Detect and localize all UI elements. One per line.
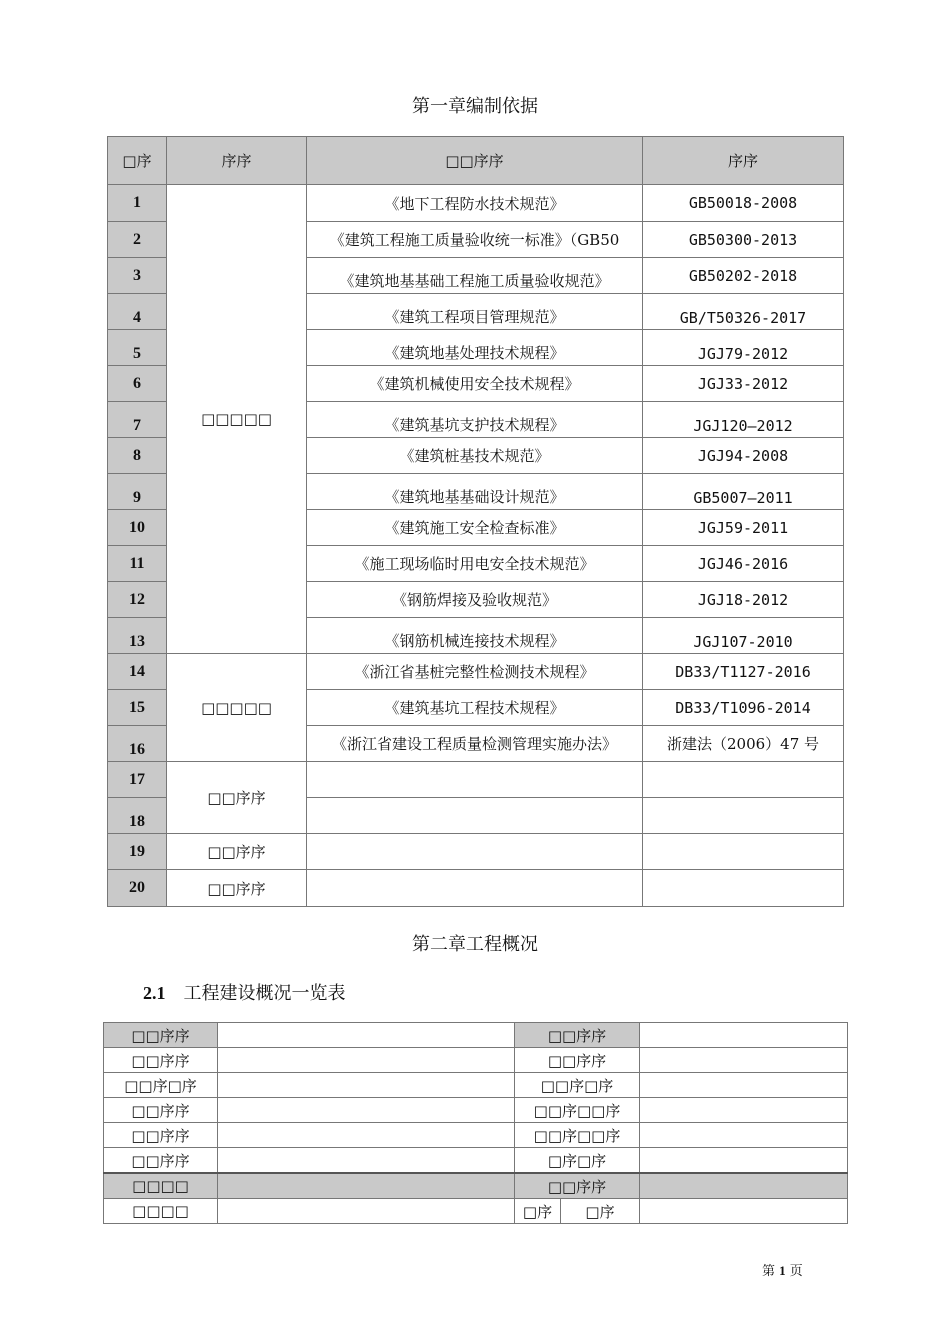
standard-code: JGJ79-2012: [643, 330, 844, 366]
standard-code: [643, 834, 844, 870]
section-heading: [143, 979, 346, 1005]
standard-name: [307, 870, 643, 907]
field-value: [640, 1173, 848, 1199]
table-header-row: [108, 137, 844, 185]
standard-name: [307, 834, 643, 870]
field-value: [640, 1199, 848, 1224]
field-label: □□序□序: [104, 1073, 218, 1098]
row-number: 15: [108, 690, 167, 726]
standard-name: 《钢筋焊接及验收规范》: [307, 582, 643, 618]
standard-code: JGJ107-2010: [643, 618, 844, 654]
field-value: [218, 1173, 515, 1199]
page-number: 1: [779, 1263, 786, 1278]
table-row: [108, 870, 844, 907]
field-label: □序□序: [515, 1148, 640, 1174]
field-value: [640, 1098, 848, 1123]
row-number: 18: [108, 798, 167, 834]
row-number: 19: [108, 834, 167, 870]
standard-name: 《钢筋机械连接技术规程》: [307, 618, 643, 654]
row-number: 12: [108, 582, 167, 618]
table-row: [108, 185, 844, 222]
row-number: 10: [108, 510, 167, 546]
standard-code: DB33/T1127-2016: [643, 654, 844, 690]
standard-name: 《浙江省基桩完整性检测技术规程》: [307, 654, 643, 690]
standard-code: 浙建法（2006）47 号: [643, 726, 844, 762]
field-label: □□序□序: [515, 1073, 640, 1098]
group-label: □□序序: [167, 870, 307, 907]
row-number: 4: [108, 294, 167, 330]
row-number: 2: [108, 222, 167, 258]
standard-code: JGJ46-2016: [643, 546, 844, 582]
table-row: [104, 1199, 848, 1224]
section-title: 工程建设概况一览表: [183, 983, 346, 1004]
standard-code: [643, 762, 844, 798]
section-number: 2.1: [143, 983, 166, 1003]
chapter-2-title: 第二章工程概况: [412, 934, 538, 955]
standard-code: GB50018-2008: [643, 185, 844, 222]
field-label: □□序□□序: [515, 1098, 640, 1123]
header-category: 序序: [167, 137, 307, 185]
header-name: □□序序: [307, 137, 643, 185]
standard-code: JGJ18-2012: [643, 582, 844, 618]
field-label: □序: [561, 1199, 640, 1224]
field-label: □□序序: [104, 1048, 218, 1073]
field-label: □□序序: [515, 1173, 640, 1199]
overview-table: [103, 1022, 848, 1224]
standard-code: GB50202-2018: [643, 258, 844, 294]
table-row: [108, 654, 844, 690]
standard-name: 《建筑机械使用安全技术规程》: [307, 366, 643, 402]
row-number: 3: [108, 258, 167, 294]
group-label: □□序序: [167, 762, 307, 834]
table-row: [108, 762, 844, 798]
standard-code: JGJ59-2011: [643, 510, 844, 546]
standard-name: [307, 762, 643, 798]
field-value: [640, 1023, 848, 1048]
field-label: □□□□: [104, 1199, 218, 1224]
standard-name: 《建筑桩基技术规范》: [307, 438, 643, 474]
standard-name: 《建筑基坑工程技术规程》: [307, 690, 643, 726]
row-number: 13: [108, 618, 167, 654]
basis-table: [107, 136, 844, 907]
table-row: [104, 1123, 848, 1148]
field-label: □□序序: [104, 1098, 218, 1123]
table-row: [104, 1098, 848, 1123]
group-label: □□□□□: [167, 185, 307, 654]
standard-name: 《浙江省建设工程质量检测管理实施办法》: [307, 726, 643, 762]
field-value: [218, 1199, 515, 1224]
footer-prefix: 第: [762, 1264, 776, 1279]
table-row: [104, 1048, 848, 1073]
row-number: 5: [108, 330, 167, 366]
field-label: □□序□□序: [515, 1123, 640, 1148]
standard-code: [643, 798, 844, 834]
row-number: 14: [108, 654, 167, 690]
standard-name: [307, 798, 643, 834]
field-value: [218, 1098, 515, 1123]
chapter-1-title: 第一章编制依据: [412, 96, 538, 117]
row-number: 8: [108, 438, 167, 474]
standard-code: GB50300-2013: [643, 222, 844, 258]
table-row: [104, 1073, 848, 1098]
standard-code: [643, 870, 844, 907]
header-no: □序: [108, 137, 167, 185]
page-footer: [762, 1260, 803, 1279]
standard-code: JGJ94-2008: [643, 438, 844, 474]
standard-name: 《建筑基坑支护技术规程》: [307, 402, 643, 438]
standard-name: 《地下工程防水技术规范》: [307, 185, 643, 222]
row-number: 7: [108, 402, 167, 438]
table-row: [104, 1173, 848, 1199]
field-label: □□序序: [515, 1048, 640, 1073]
field-label: □□序序: [104, 1023, 218, 1048]
field-value: [640, 1048, 848, 1073]
row-number: 17: [108, 762, 167, 798]
field-value: [218, 1048, 515, 1073]
standard-name: 《建筑施工安全检查标准》: [307, 510, 643, 546]
standard-code: JGJ33-2012: [643, 366, 844, 402]
footer-suffix: 页: [789, 1264, 803, 1279]
field-value: [640, 1073, 848, 1098]
standard-name: 《建筑地基处理技术规程》: [307, 330, 643, 366]
standard-name: 《建筑工程施工质量验收统一标准》（GB50: [307, 222, 643, 258]
standard-code: GB/T50326-2017: [643, 294, 844, 330]
row-number: 20: [108, 870, 167, 907]
table-row: [108, 834, 844, 870]
row-number: 16: [108, 726, 167, 762]
field-value: [218, 1023, 515, 1048]
standard-name: 《建筑地基基础设计规范》: [307, 474, 643, 510]
row-number: 9: [108, 474, 167, 510]
standard-code: DB33/T1096-2014: [643, 690, 844, 726]
row-number: 11: [108, 546, 167, 582]
field-value: [218, 1148, 515, 1174]
field-label: □□序序: [515, 1023, 640, 1048]
standard-name: 《施工现场临时用电安全技术规范》: [307, 546, 643, 582]
standard-name: 《建筑地基基础工程施工质量验收规范》: [307, 258, 643, 294]
standard-code: GB5007—2011: [643, 474, 844, 510]
field-value: [218, 1073, 515, 1098]
row-number: 1: [108, 185, 167, 222]
table-row: [104, 1023, 848, 1048]
group-label: □□序序: [167, 834, 307, 870]
field-label: □□序序: [104, 1123, 218, 1148]
field-label: □序: [515, 1199, 561, 1224]
field-value: [640, 1148, 848, 1174]
field-value: [640, 1123, 848, 1148]
row-number: 6: [108, 366, 167, 402]
standard-code: JGJ120—2012: [643, 402, 844, 438]
standard-name: 《建筑工程项目管理规范》: [307, 294, 643, 330]
field-label: □□□□: [104, 1173, 218, 1199]
group-label: □□□□□: [167, 654, 307, 762]
field-value: [218, 1123, 515, 1148]
header-code: 序序: [643, 137, 844, 185]
field-label: □□序序: [104, 1148, 218, 1174]
table-row: [104, 1148, 848, 1174]
